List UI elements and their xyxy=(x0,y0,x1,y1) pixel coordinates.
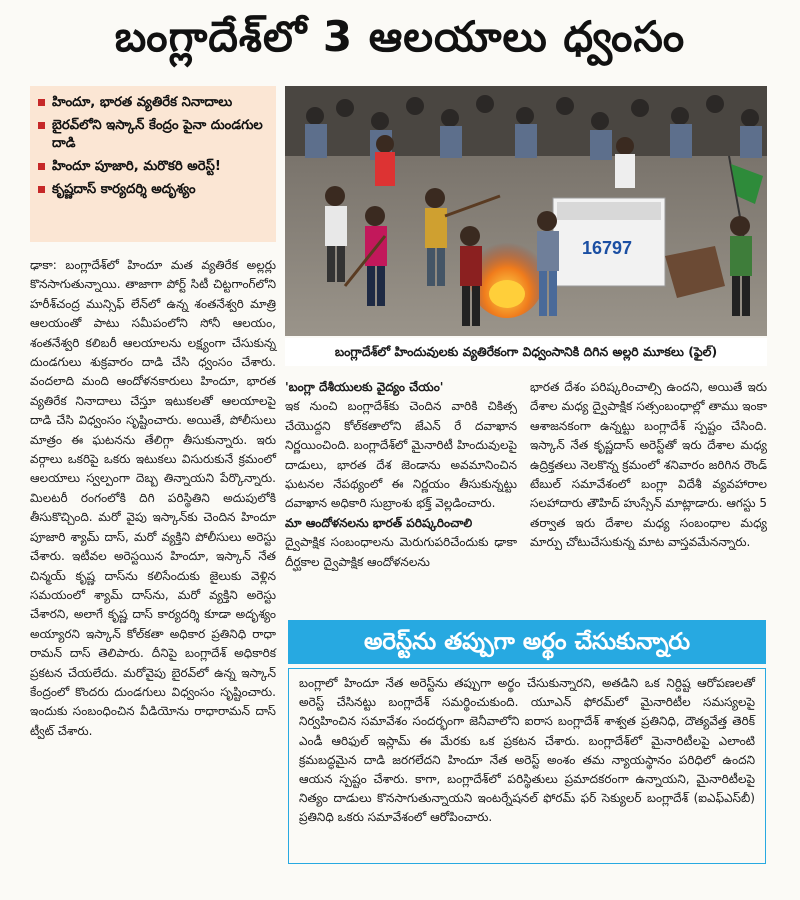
photo-caption: బంగ్లాదేశ్‌లో హిందువులకు వ్యతిరేకంగా విధ్వంసానికి దిగిన అల్లరి మూకలు (ఫైల్) xyxy=(285,338,767,366)
sign-number: 16797 xyxy=(581,238,633,258)
highlights-box xyxy=(30,86,276,242)
highlights-list xyxy=(38,94,270,199)
article-column-3: భారత దేశం పరిష్కరించాల్సి ఉందని, అయితే ఇరు దేశాల మధ్య ద్వైపాక్షిక సత్సంబంధాల్లో తాము ఇంకా ఆశాజనకంగా ఉన్నట్టు బంగ్లాదేశ్ స్పష్టం చేసింది. ఇస్కాన్ నేత కృష్ణదాస్ అరెస్ట్‌తో ఇరు దేశాల మధ్య ఉద్రిక్తతలు నెలకొన్న క్రమంలో శనివారం జరిగిన రౌండ్ టేబుల్ సమావేశంలో బంగ్లా విదేశీ వ్యవహారాల సలహాదారు తౌహిద్ హుస్సేన్ మాట్లాడారు. ఆగస్టు 5 తర్వాత ఇరు దేశాల మధ్య సంబంధాల మధ్య మార్పు చోటుచేసుకున్న మాట వాస్తవమేనన్నారు. xyxy=(530,380,767,550)
paragraph: ద్వైపాక్షిక సంబంధాలను మెరుగుపరిచేందుకు ఢాకా దీర్ఘకాల ద్వైపాక్షిక ఆందోళనలను xyxy=(285,535,517,569)
article-column-1: ఢాకా: బంగ్లాదేశ్‌లో హిందూ మత వ్యతిరేక అల్లర్లు కొనసాగుతున్నాయి. తాజాగా పోర్ట్ సిటీ చిట్టగాంగ్‌లోని హరీశ్‌చంద్ర మున్సిఫ్ లేన్‌లో ఉన్న శంతనేశ్వరి మాత్రి ఆలయంతో పాటు సమీపంలోని సోనీ ఆలయం, శంతనేశ్వరి కలిబరీ ఆలయాలను లక్ష్యంగా చేసుకున్న దుండగులు శుక్రవారం దాడి చేసి ధ్వంసం చేశారు. వందలాది మంది ఆందోళనకారులు హిందూ, భారత వ్యతిరేక నినాదాలు చేస్తూ ఇటుకలతో ఆలయాలపై దాడి చేసి విధ్వంసం సృష్టించారు. అయితే, పోలీసులు మాత్రం ఈ ఘటనను తేలిగ్గా తీసుకున్నారు. ఇరు వర్గాలు ఒకరిపై ఒకరు ఇటుకలు విసురుకునే క్రమంలో ఆలయాలు స్వల్పంగా దెబ్బ తిన్నాయని పేర్కొన్నారు. మిలటరీ రంగంలోకి దిగి పరిస్థితిని అదుపులోకి తీసుకొచ్చింది. మరో వైపు ఇస్కాన్‌కు చెందిన హిందూ పూజారి శ్యామ్ దాస్, మరో వ్యక్తిని పోలీసులు అరెస్టు చేశారు. ఇటీవల అరెస్టయిన హిందూ, ఇస్కాన్ నేత చిన్మయ్ కృష్ణ దాస్‌ను కలిసేందుకు జైలుకు వెళ్లిన సమయంలో శ్యామ్ దాస్‌ను, మరో వ్యక్తిని అరెస్టు చేశారని, అలాగే కృష్ణ దాస్ కార్యదర్శి కూడా అదృశ్యం అయ్యారని ఇస్కాన్ కోల్‌కతా అధికార ప్రతినిధి రాధా రామన్ దాస్ తెలిపారు. దీనిపై బంగ్లాదేశ్ అధికారిక ప్రకటన చేయలేదు. మరోవైపు బైరవ్‌లో ఉన్న ఇస్కాన్ కేంద్రంలో కొందరు దుండగులు విధ్వంసం సృష్టించారు. ఇందుకు సంబంధించిన వీడియోను రాధారామన్ దాస్ ట్వీట్ చేశారు. xyxy=(30,258,276,738)
subheading: 'బంగ్లా దేశీయులకు వైద్యం చేయం' xyxy=(285,380,444,394)
highlight-item: హిందూ పూజారి, మరొకరి అరెస్ట్! xyxy=(38,158,270,176)
highlight-item: బైరవ్‌లోని ఇస్కాన్ కేంద్రం పైనా దుండగుల దాడి xyxy=(38,117,270,153)
sidebar-title: అరెస్ట్‌ను తప్పుగా అర్థం చేసుకున్నారు xyxy=(288,620,766,664)
article-column-2 xyxy=(285,378,517,610)
news-photo xyxy=(285,86,767,336)
subheading: మా ఆందోళనలను భారత్ పరిష్కరించాలి xyxy=(285,515,473,530)
riot-scene-illustration xyxy=(285,86,767,336)
highlight-item: కృష్ణదాస్ కార్యదర్శి అదృశ్యం xyxy=(38,181,270,199)
headline: బంగ్లాదేశ్‌లో 3 ఆలయాలు ధ్వంసం xyxy=(114,12,686,61)
highlight-item: హిందూ, భారత వ్యతిరేక నినాదాలు xyxy=(38,94,270,112)
sidebar-body: బంగ్లాలో హిందూ నేత అరెస్ట్‌ను తప్పుగా అర్థం చేసుకున్నారని, అతడిని ఒక నిర్దిష్ట ఆరోపణలతో అరెస్ట్ చేసినట్టు బంగ్లాదేశ్ సమర్థించుకుంది. యూఎన్ ఫోరమ్‌లో మైనారిటీల సమస్యలపై నిర్వహించిన సమావేశం సందర్భంగా జెనీవాలోని ఐరాస బంగ్లాదేశ్ శాశ్వత ప్రతినిధి, దౌత్యవేత్త తెరిక్ ఎండీ ఆరిఫుల్ ఇస్లామ్ ఈ మేరకు ఒక ప్రకటన చేశారు. బంగ్లాదేశ్‌లో మైనారిటీలపై ఎలాంటి క్రమబద్ధమైన దాడి జరగలేదని హిందూ నేత అరెస్ట్ అంశం తమ న్యాయస్థానం పరిధిలో ఉందని ఆయన స్పష్టం చేశారు. కాగా, బంగ్లాదేశ్‌లో పరిస్థితులు ప్రమాదకరంగా ఉన్నాయని, మైనారిటీలపై నిత్యం దాడులు కొనసాగుతున్నాయని ఇంటర్నేషనల్ ఫోరమ్ ఫర్ సెక్యులర్ బంగ్లాదేశ్ (ఐఎఫ్‌ఎస్‌బీ) ప్రతినిధి ఒకరు సమావేశంలో ఆరోపించారు. xyxy=(288,668,766,864)
paragraph: ఇక నుంచి బంగ్లాదేశ్‌కు చెందిన వారికి చికిత్స చేయొద్దని కోల్‌కతాలోని జేఎన్ రే దవాఖాన నిర్ణయించింది. బంగ్లాదేశ్‌లో మైనారిటీ హిందువులపై దాడులు, భారత దేశ జెండాను అవమానించిన ఘటనల నేపథ్యంలో ఈ నిర్ణయం తీసుకున్నట్టు దవాఖాన అధికారి సుబ్రాంశు భక్త్ వెల్లడించారు. xyxy=(285,399,517,511)
